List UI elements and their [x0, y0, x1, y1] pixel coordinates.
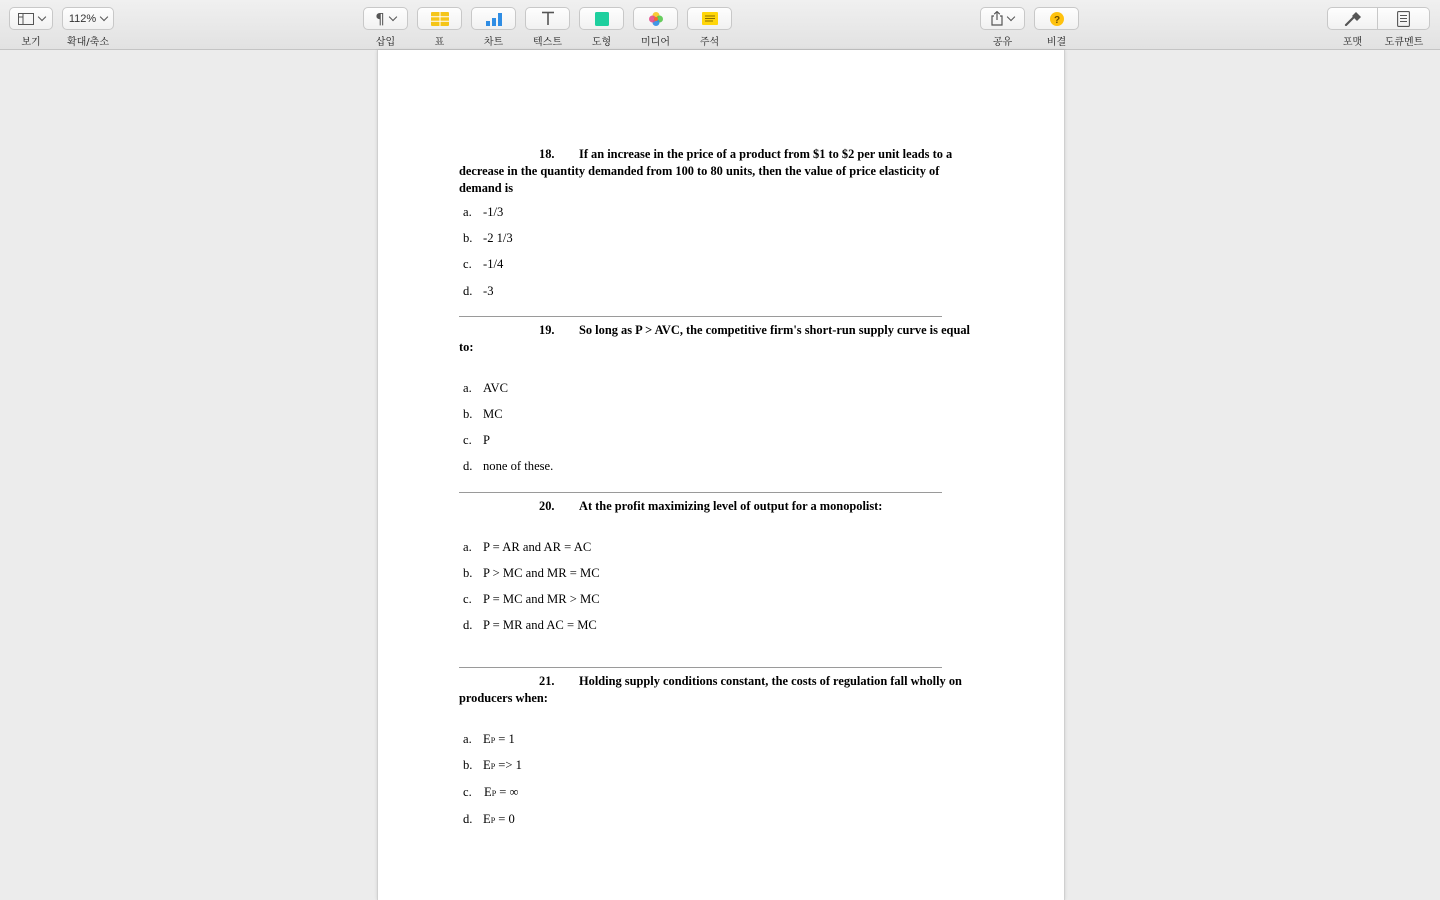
share-icon: [991, 11, 1003, 26]
option-text: P = AR and AR = AC: [483, 540, 592, 554]
zoom-group: [62, 7, 114, 48]
option-text: -3: [483, 284, 494, 298]
question-19: [459, 322, 979, 356]
option-letter: d.: [463, 618, 473, 632]
option-letter: a.: [463, 732, 472, 746]
question-number: 19.: [539, 323, 555, 337]
view-label: 보기: [21, 37, 41, 48]
sidebar-icon: [18, 13, 34, 25]
option-letter: d.: [463, 812, 473, 826]
table-label: 표: [434, 37, 445, 48]
insert-label: 삽입: [375, 37, 396, 48]
chevron-down-icon: [37, 13, 45, 21]
divider: [459, 492, 942, 493]
text-icon: [540, 11, 556, 26]
elasticity-subscript: P: [490, 736, 496, 745]
shape-button[interactable]: [579, 7, 624, 30]
elasticity-symbol: E: [483, 758, 491, 772]
shape-icon: [595, 12, 609, 26]
option-text: none of these.: [483, 459, 554, 473]
share-label: 공유: [992, 37, 1013, 48]
table-button[interactable]: [417, 7, 462, 30]
chart-group: [471, 7, 516, 48]
text-button[interactable]: [525, 7, 570, 30]
chart-label: 차트: [483, 37, 504, 48]
question-text: If an increase in the price of a product from $1 to $2 per unit leads to: [579, 147, 943, 161]
option-20-b: [463, 565, 600, 581]
option-18-b: [463, 230, 513, 246]
tips-button[interactable]: [1034, 7, 1079, 30]
bar-chart-icon: [485, 12, 503, 26]
zoom-label: 확대/축소: [66, 37, 109, 48]
option-21-d: [463, 811, 515, 829]
option-value: = 1: [495, 732, 515, 746]
question-18: [459, 146, 979, 197]
table-group: [417, 7, 462, 48]
option-text: P = MR and AC = MC: [483, 618, 597, 632]
option-text: [483, 811, 515, 829]
comment-group: [687, 7, 732, 48]
divider: [459, 316, 942, 317]
option-letter: d.: [463, 284, 473, 298]
svg-text:?: ?: [1053, 14, 1060, 26]
option-text: -1/4: [483, 257, 504, 271]
option-letter: b.: [463, 566, 473, 580]
document-label: 도큐멘트: [1384, 37, 1424, 48]
option-20-a: [463, 539, 591, 555]
option-letter: c.: [463, 592, 472, 606]
paragraph-icon: ¶: [375, 9, 385, 28]
question-text-continued: equal to:: [459, 323, 970, 354]
question-text-continued: a decrease in the quantity demanded from 100 to 80 units, then the value of price elasticity of demand is: [459, 147, 953, 195]
document-group: [1378, 7, 1430, 48]
elasticity-subscript: P: [491, 789, 497, 798]
document-icon: [1397, 11, 1410, 27]
option-19-a: [463, 380, 508, 396]
share-button[interactable]: [980, 7, 1025, 30]
option-value: = 0: [495, 812, 515, 826]
view-button[interactable]: [9, 7, 53, 30]
media-label: 미디어: [641, 37, 670, 48]
table-icon: [431, 12, 449, 26]
chevron-down-icon: [1007, 13, 1015, 21]
option-20-d: [463, 617, 597, 633]
elasticity-subscript: P: [490, 816, 496, 825]
document-canvas[interactable]: [0, 50, 1440, 900]
zoom-select[interactable]: [62, 7, 114, 30]
insert-group: [363, 7, 408, 48]
option-text: -1/3: [483, 205, 504, 219]
option-letter: c.: [463, 785, 472, 799]
elasticity-symbol: E: [483, 732, 491, 746]
option-text: P > MC and MR = MC: [483, 566, 600, 580]
option-value: = ∞: [496, 785, 519, 799]
option-21-c: [463, 784, 519, 802]
option-text: [483, 731, 515, 749]
option-19-c: [463, 432, 490, 448]
zoom-value: 112%: [68, 12, 97, 25]
media-group: [633, 7, 678, 48]
option-text: MC: [483, 407, 503, 421]
media-button[interactable]: [633, 7, 678, 30]
toolbar: [0, 0, 1440, 50]
option-21-a: [463, 731, 515, 749]
shape-group: [579, 7, 624, 48]
elasticity-symbol: E: [484, 785, 492, 799]
option-letter: b.: [463, 407, 473, 421]
chevron-down-icon: [100, 13, 108, 21]
format-label: 포맷: [1342, 37, 1363, 48]
tips-label: 비결: [1046, 37, 1067, 48]
question-text: Holding supply conditions constant, the costs of regulation fall wholly: [579, 674, 946, 688]
photos-icon: [648, 11, 664, 27]
question-number: 18.: [539, 147, 555, 161]
insert-button[interactable]: [363, 7, 408, 30]
divider: [459, 667, 942, 668]
question-icon: [1050, 12, 1064, 26]
share-group: [980, 7, 1025, 48]
option-letter: c.: [463, 257, 472, 271]
elasticity-subscript: P: [490, 762, 496, 771]
option-letter: b.: [463, 758, 473, 772]
option-18-d: [463, 283, 494, 299]
option-letter: a.: [463, 205, 472, 219]
option-19-b: [463, 406, 503, 422]
option-letter: b.: [463, 231, 473, 245]
option-text: [483, 757, 522, 775]
format-button[interactable]: [1327, 7, 1378, 30]
view-group: [9, 7, 53, 48]
option-text: P: [483, 433, 491, 447]
tips-group: [1034, 7, 1079, 48]
paintbrush-icon: [1344, 11, 1362, 26]
option-19-d: [463, 458, 553, 474]
question-text: At the profit maximizing level of output for a monopolist:: [579, 499, 883, 513]
elasticity-symbol: E: [483, 812, 491, 826]
option-21-b: [463, 757, 522, 775]
option-value: => 1: [495, 758, 522, 772]
document-page[interactable]: [377, 50, 1065, 900]
shape-label: 도형: [591, 37, 612, 48]
comment-button[interactable]: [687, 7, 732, 30]
option-18-c: [463, 256, 503, 272]
option-text: P = MC and MR > MC: [483, 592, 600, 606]
option-text: -2 1/3: [483, 231, 513, 245]
text-label: 텍스트: [533, 37, 562, 48]
text-group: [525, 7, 570, 48]
question-number: 21.: [539, 674, 555, 688]
option-20-c: [463, 591, 600, 607]
option-text: [484, 784, 519, 802]
question-21: [459, 673, 979, 707]
question-number: 20.: [539, 499, 555, 513]
comment-icon: [702, 12, 718, 26]
format-group: [1327, 7, 1378, 48]
chart-button[interactable]: [471, 7, 516, 30]
comment-label: 주석: [699, 37, 720, 48]
option-18-a: [463, 204, 503, 220]
question-20: [459, 498, 979, 515]
chevron-down-icon: [389, 13, 397, 21]
document-button[interactable]: [1378, 7, 1430, 30]
question-text-continued: on producers when:: [459, 674, 962, 705]
option-text: AVC: [483, 381, 508, 395]
option-letter: d.: [463, 459, 473, 473]
option-letter: a.: [463, 540, 472, 554]
option-letter: c.: [463, 433, 472, 447]
question-text: So long as P > AVC, the competitive firm's short-run supply curve is: [579, 323, 938, 337]
option-letter: a.: [463, 381, 472, 395]
